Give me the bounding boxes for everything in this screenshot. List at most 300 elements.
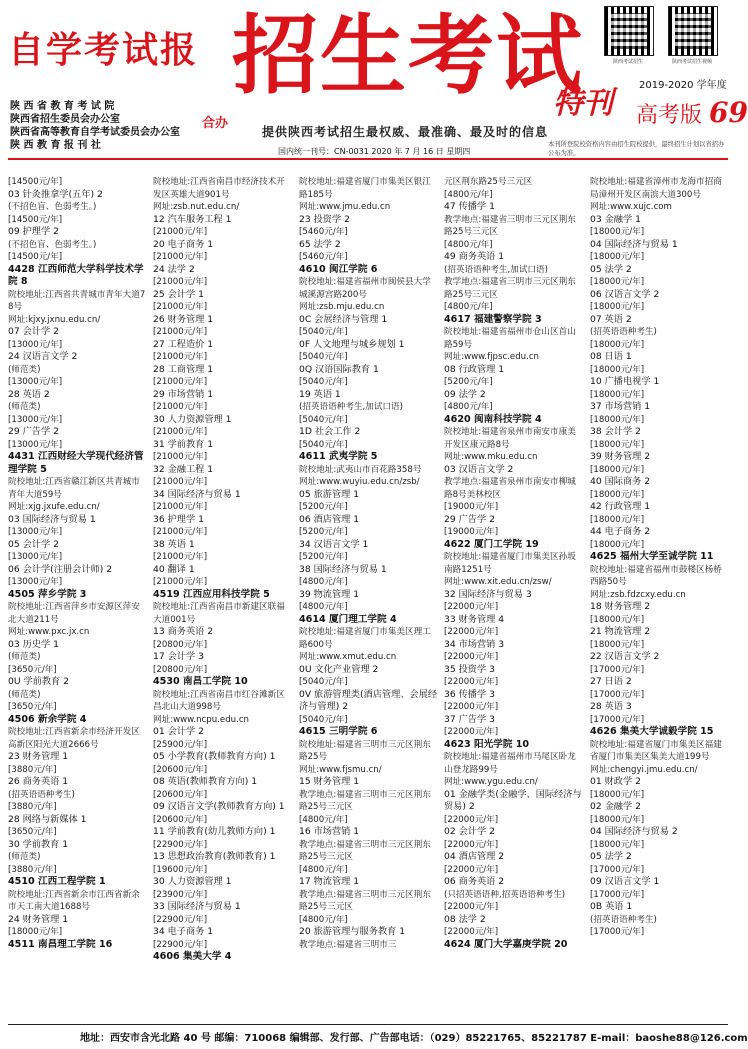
column [590,176,730,1024]
major-entry: 0U 文化产业管理 2 [299,663,379,675]
major-entry: 03 针灸推拿学(五年) 2 [8,188,103,200]
school-info: 院校地址:福建省泉州市南安市康美开发区康元路8号 [444,427,576,450]
qr-code-icon [604,6,654,56]
entry-note: [21000元/年] [153,352,208,362]
column [153,176,293,1024]
major-entry: 12 汽车服务工程 1 [153,213,232,225]
major-entry: 28 网络与新媒体 1 [8,813,87,825]
entry-note: [17000元/年] [590,664,645,675]
entry-note: [22000元/年] [444,814,499,825]
school-heading: 4506 新余学院 4 [8,713,87,725]
major-entry: 07 英语 2 [590,313,632,325]
entry-note: [22000元/年] [444,702,499,712]
school-info: 网址:www.ncpu.edu.cn [153,714,250,725]
major-entry: 21 物流管理 2 [590,626,651,637]
entry-note: [21000元/年] [153,302,208,312]
major-entry: 05 旅游管理 1 [299,488,360,500]
entry-note: [13000元/年] [8,527,63,537]
major-entry: 19 英语 1 [299,388,341,400]
major-entry: 33 国际经济与贸易 1 [153,901,241,912]
major-entry: 20 旅游管理与服务教育 1 [299,926,406,937]
major-entry: 0V 旅游管理类(酒店管理、会展经济与管理) 2 [299,688,438,712]
major-entry: 05 小学教育(教师教育方向) 1 [153,751,276,762]
major-entry: 40 国际商务 2 [590,476,651,487]
entry-note: [5200元/年] [444,377,493,387]
entry-note: [18000元/年] [590,489,645,500]
entry-note: [3650元/年] [8,827,57,837]
major-entry: 09 法学 2 [444,388,486,400]
entry-note: [13000元/年] [8,339,63,350]
entry-note: [22900元/年] [153,939,208,950]
school-heading: 4615 三明学院 6 [299,726,378,737]
major-entry: 06 商务英语 2 [444,876,505,887]
qr-caption: 陕西考试招生 [612,59,643,65]
major-entry: 15 财务管理 1 [299,776,360,787]
entry-note: (只招英语语种,招英语语种考生) [444,889,566,900]
entry-note: [3650元/年] [8,664,57,675]
school-info: 教学地点:福建省三明市三元区荆东路25号三元区 [444,277,576,300]
entry-note: [4800元/年] [299,914,348,925]
entry-note: [18000元/年] [590,539,645,550]
entry-note: [5040元/年] [299,352,348,362]
major-entry: 0U 学前教育 2 [8,676,70,687]
entry-note: [18000元/年] [590,639,645,650]
paper-title: 招生考试 [232,5,584,106]
entry-note: (招英语语种考生,加试口语) [444,264,548,275]
entry-note: [22000元/年] [444,727,499,737]
school-info: 网址:www.ygu.edu.cn/ [444,777,538,787]
school-info: 院校地址:江西省新余市经济开发区高新区阳光大道2666号 [8,727,140,750]
major-entry: 42 行政管理 1 [590,501,651,512]
major-entry: 25 会计学 1 [153,288,204,300]
entry-note: [20600元/年] [153,789,208,800]
entry-note: [13000元/年] [8,414,63,425]
major-entry: 30 人力资源管理 1 [153,413,232,425]
school-info: 网址:www.pxc.jx.cn [8,627,90,637]
major-entry: 09 护理学 2 [8,226,59,237]
entry-note: [5460元/年] [299,252,348,262]
header-divider [8,158,728,160]
entry-note: [21000元/年] [153,402,208,412]
entry-note: (师范类) [8,689,41,700]
school-heading: 4623 阳光学院 10 [444,738,530,750]
column [444,176,584,1024]
school-info: 教学地点:福建省三明市三元区荆东路25号三元区 [444,214,576,237]
school-info: 院校地址:江西省南昌市经济技术开发区英雄大道901号 [153,177,285,200]
entry-note: [22000元/年] [444,927,499,937]
major-entry: 02 会计学 2 [444,826,495,837]
major-entry: 06 酒店管理 1 [299,513,360,525]
school-heading: 4626 集美大学诚毅学院 15 [590,726,714,737]
qr-caption: 陕西考试招生视频 [671,59,712,65]
school-heading: 4428 江西师范大学科学技术学院 8 [8,263,144,287]
school-heading: 4614 厦门理工学院 4 [299,613,397,625]
school-heading: 4622 厦门工学院 19 [444,538,539,550]
major-entry: 39 财务管理 2 [590,451,651,462]
major-entry: 36 护理学 1 [153,513,204,525]
entry-note: [21000元/年] [153,252,208,262]
school-heading: 4510 江西工程学院 1 [8,876,106,887]
entry-note: [21000元/年] [153,502,208,512]
major-entry: 32 金融工程 1 [153,463,214,475]
school-info: 网址:zsb.fdzcxy.edu.cn [590,589,686,600]
school-info: 院校地址:福建省厦门市集美区孙坂南路1251号 [444,552,576,575]
major-entry: 29 广告学 2 [444,513,495,525]
entry-note: [22000元/年] [444,839,499,850]
entry-note: [19600元/年] [153,864,208,875]
entry-note: (招英语语种考生) [590,914,657,925]
major-entry: 22 汉语言文学 2 [590,651,660,662]
major-entry: 08 英语(教师教育方向) 1 [153,776,258,787]
entry-note: [5200元/年] [299,527,348,537]
school-info: 院校地址:江西省萍乡市安源区萍安北大道211号 [8,602,140,625]
school-info: 网址:chengyi.jmu.edu.cn/ [590,764,698,775]
entry-note: [20800元/年] [153,639,208,650]
entry-note: [17000元/年] [590,864,645,875]
school-info: 网址:kjxy.jxnu.edu.cn/ [8,314,101,325]
school-heading: 4617 福建警察学院 3 [444,313,542,325]
school-info: 网址:www.fjpsc.edu.cn [444,352,540,362]
entry-note: (招英语语种考生,加试口语) [299,402,403,412]
school-info: 网址:xjg.jxufe.edu.cn/ [8,502,100,512]
entry-note: [22000元/年] [444,652,499,662]
entry-note: [18000元/年] [590,389,645,400]
entry-note: [22900元/年] [153,839,208,850]
major-entry: 18 财务管理 2 [590,601,651,612]
school-heading: 4530 南昌工学院 10 [153,676,248,687]
entry-note: [14500元/年] [8,177,63,187]
entry-note: [18000元/年] [590,364,645,375]
entry-note: [20600元/年] [153,764,208,775]
entry-note: [5040元/年] [299,327,348,337]
major-entry: 35 投资学 3 [444,663,495,675]
entry-note: [18000元/年] [8,927,63,937]
school-info: 网址:zsb.mju.edu.cn [299,302,385,312]
entry-note: [5040元/年] [299,414,348,425]
major-entry: 34 市场营销 3 [444,638,505,650]
school-info: 网址:www.fjsmu.cn/ [299,764,382,775]
major-entry: 23 投资学 2 [299,213,350,225]
major-entry: 06 汉语言文学 2 [590,288,660,300]
entry-note: [22000元/年] [444,677,499,687]
entry-note: [20600元/年] [153,814,208,825]
major-entry: 24 汉语言文学 2 [8,351,78,362]
entry-note: [21000元/年] [153,227,208,237]
major-entry: 28 英语 2 [8,388,50,400]
major-entry: 24 法学 2 [153,263,195,275]
entry-note: [4800元/年] [444,239,493,250]
masthead [0,0,748,160]
major-entry: 16 市场营销 1 [299,826,360,837]
major-entry: 23 财务管理 1 [8,751,69,762]
edition-label: 高考版 [636,103,703,128]
major-entry: 37 广告学 3 [444,713,495,725]
entry-note: (不招色盲、色弱考生。) [8,202,97,212]
major-entry: 32 国际经济与贸易 3 [444,588,532,600]
major-entry: 03 金融学 1 [590,213,641,225]
major-entry: 04 国际经济与贸易 1 [590,238,678,250]
school-info: 网址:www.jmu.edu.cn [299,202,391,212]
co-host-mark: 合办 [202,116,229,131]
major-entry: 11 学前教育(幼儿教师方向) 1 [153,826,276,837]
school-heading: 4505 萍乡学院 3 [8,588,87,600]
entry-note: (师范类) [8,402,41,412]
major-entry: 20 电子商务 1 [153,238,214,250]
school-info: 院校地址:福建省厦门市集美区福建省厦门市集美区集美大道199号 [590,739,722,762]
major-entry: 1D 社会工作 2 [299,426,361,437]
major-entry: 13 思想政治教育(教师教育) 1 [153,851,276,862]
school-info: 教学地点:福建省泉州市南安市柳城路8号美林校区 [444,477,576,500]
entry-note: [21000元/年] [153,377,208,387]
entry-note: [22900元/年] [153,914,208,925]
entry-note: [18000元/年] [590,614,645,625]
school-info: 院校地址:武夷山市百花路358号 [299,464,422,475]
major-entry: 05 会计学 2 [8,538,59,550]
major-entry: 47 传播学 1 [444,201,495,212]
school-info: 教学地点:福建省三明市三 [299,939,397,950]
major-entry: 0Q 汉语国际教育 1 [299,363,379,375]
school-heading: 4606 集美大学 4 [153,951,232,962]
school-info: 网址:www.xmut.edu.cn [299,652,397,662]
school-info: 元区荆东路25号三元区 [444,177,533,187]
major-entry: 28 英语 3 [590,701,632,712]
major-entry: 26 财务管理 1 [153,313,214,325]
major-entry: 08 日语 1 [590,351,632,362]
entry-note: [18000元/年] [590,277,645,287]
major-entry: 26 商务英语 1 [8,776,69,787]
entry-note: [18000元/年] [590,789,645,800]
footer-contact: 地址：西安市含光北路 40 号 邮编：710068 编辑部、发行部、广告部电话：（029）85221765、85221787 E-mail：baoshe88@126.com [80,1033,748,1044]
edition [636,96,748,129]
school-heading: 4511 南昌理工学院 16 [8,938,113,950]
major-entry: 01 金融学类(金融学、国际经济与贸易) 2 [444,788,582,812]
entry-note: [25900元/年] [153,739,208,750]
major-entry: 27 日语 2 [590,676,632,687]
major-entry: 01 会计学 2 [153,726,204,737]
major-entry: 24 财务管理 1 [8,913,69,925]
enrollment-columns [8,176,728,1024]
entry-note: [21000元/年] [153,527,208,537]
entry-note: [4800元/年] [444,402,493,412]
entry-note: [3650元/年] [8,702,57,712]
entry-note: [18000元/年] [590,227,645,237]
notice: 本刊所登院校资格内容由招生院校提供，最终招生计划以省招办公布为准。 [548,141,725,157]
entry-note: (师范类) [8,652,41,662]
entry-note: [22000元/年] [444,602,499,612]
major-entry: 39 物流管理 1 [299,588,360,600]
school-info: 院校地址:江西省共青城市青年大道78号 [8,289,146,312]
entry-note: [22000元/年] [444,627,499,637]
major-entry: 29 广告学 2 [8,426,59,437]
entry-note: [13000元/年] [8,439,63,450]
school-heading: 4610 闽江学院 6 [299,263,378,275]
entry-note: [18000元/年] [590,464,645,475]
entry-note: [19000元/年] [444,502,499,512]
entry-note: (不招色盲、色弱考生。) [8,239,97,250]
major-entry: 04 国际经济与贸易 2 [590,826,678,837]
entry-note: [4800元/年] [299,602,348,612]
major-entry: 02 金融学 2 [590,801,641,812]
entry-note: [20800元/年] [153,664,208,675]
entry-note: [5040元/年] [299,677,348,687]
school-info: 院校地址:江西省南昌市红谷滩新区昌北山大道998号 [153,689,285,712]
school-info: 院校地址:福建省福州市仓山区首山路59号 [444,327,576,350]
entry-note: [21000元/年] [153,277,208,287]
school-info: 院校地址:福建省漳州市龙海市招商局漳州开发区南滨大道300号 [590,177,722,200]
school-info: 院校地址:福建省厦门市集美区银江路185号 [299,177,431,200]
special-issue-label: 特刊 [553,86,613,121]
entry-note: [5460元/年] [299,227,348,237]
entry-note: [18000元/年] [590,814,645,825]
entry-note: [18000元/年] [590,302,645,312]
organizer: 陕西省招生委员会办公室 [10,114,120,125]
academic-year: 2019-2020 学年度 [639,80,727,91]
school-info: 院校地址:福建省福州市闽侯县大学城溪源宫路200号 [299,277,431,300]
entry-note: [21000元/年] [153,577,208,587]
entry-note: [3880元/年] [8,864,57,875]
major-entry: 17 物流管理 1 [299,876,360,887]
entry-note: [5200元/年] [299,552,348,562]
major-entry: 30 人力资源管理 1 [153,876,232,887]
entry-note: [21000元/年] [153,552,208,562]
slogan: 提供陕西考试招生最权威、最准确、最及时的信息 [262,125,549,139]
qr-code-icon [668,6,718,56]
major-entry: 44 电子商务 2 [590,526,651,537]
major-entry: 03 汉语言文学 2 [444,463,514,475]
major-entry: 06 会计学(注册会计师) 2 [8,563,113,575]
school-info: 网址:www.xujc.com [590,202,672,212]
entry-note: [21000元/年] [153,452,208,462]
entry-note: [21000元/年] [153,477,208,487]
entry-note: [18000元/年] [590,839,645,850]
organizer: 陕 西 省 教 育 考 试 院 [10,101,115,112]
entry-note: [23900元/年] [153,889,208,900]
school-info: 院校地址:福建省福州市马尾区卧龙山登龙路99号 [444,752,576,775]
column [299,176,439,1024]
entry-note: [4800元/年] [444,189,493,200]
entry-note: (招英语语种考生) [590,327,657,337]
major-entry: 10 广播电视学 1 [590,376,660,387]
major-entry: 05 法学 2 [590,263,632,275]
entry-note: [5040元/年] [299,377,348,387]
major-entry: 30 学前教育 1 [8,838,69,850]
major-entry: 38 会计学 2 [590,426,641,437]
school-heading: 4625 福州大学至诚学院 11 [590,551,714,562]
major-entry: 31 学前教育 1 [153,438,214,450]
major-entry: 09 汉语言文学 1 [590,876,660,887]
entry-note: [17000元/年] [590,689,645,700]
entry-note: [22000元/年] [444,902,499,912]
school-info: 网址:www.xit.edu.cn/zsw/ [444,577,552,587]
entry-note: [17000元/年] [590,927,645,937]
school-heading: 4519 江西应用科技学院 5 [153,588,270,600]
entry-note: [17000元/年] [590,714,645,725]
major-entry: 65 法学 2 [299,238,341,250]
school-info: 网址:www.wuyiu.edu.cn/zsb/ [299,477,420,487]
major-entry: 17 会计学 3 [153,651,204,662]
major-entry: 03 国际经济与贸易 1 [8,513,96,525]
school-info: 院校地址:江西省新余市江西省新余市天工南大道1688号 [8,889,140,912]
entry-note: [18000元/年] [590,514,645,525]
major-entry: 0B 英语 1 [590,901,633,912]
entry-note: [5200元/年] [299,502,348,512]
major-entry: 03 历史学 1 [8,638,59,650]
major-entry: 40 翻译 1 [153,563,195,575]
major-entry: 28 工商管理 1 [153,363,214,375]
school-info: 教学地点:福建省三明市三元区荆东路25号三元区 [299,789,431,812]
entry-note: (招英语语种考生) [8,789,75,800]
entry-note: [21000元/年] [153,427,208,437]
organizer: 陕 西 教 育 报 刊 社 [10,140,101,151]
entry-note: [17000元/年] [590,889,645,900]
footer-divider [8,1024,728,1025]
entry-note: [19000元/年] [444,527,499,537]
organizer: 陕西省高等教育自学考试委员会办公室 [10,127,180,138]
issue-meta: 国内统一刊号：CN-0031 2020 年 7 月 16 日 星期四 [278,147,471,156]
major-entry: 36 传播学 3 [444,688,495,700]
major-entry: 13 商务英语 2 [153,626,214,637]
major-entry: 38 英语 1 [153,538,195,550]
entry-note: [3880元/年] [8,802,57,812]
entry-note: [13000元/年] [8,577,63,587]
school-heading: 4624 厦门大学嘉庚学院 20 [444,938,568,950]
school-info: 网址:www.mku.edu.cn [444,452,538,462]
column [8,176,148,1024]
major-entry: 01 财政学 2 [590,776,641,787]
major-entry: 49 商务英语 1 [444,251,505,262]
entry-note: [3880元/年] [8,764,57,775]
entry-note: [13000元/年] [8,552,63,562]
major-entry: 08 行政管理 1 [444,363,505,375]
organizer-list [10,100,180,152]
school-info: 教学地点:福建省三明市三元区荆东路25号三元区 [299,889,431,912]
school-info: 院校地址:福建省福州市鼓楼区杨桥西路50号 [590,564,722,587]
school-info: 网址:zsb.nut.edu.cn/ [153,202,240,212]
school-heading: 4431 江西财经大学现代经济管理学院 5 [8,451,144,475]
entry-note: [18000元/年] [590,439,645,450]
school-info: 院校地址:江西省南昌市新建区联福大道001号 [153,602,285,625]
school-info: 院校地址:福建省厦门市集美区理工路600号 [299,627,431,650]
major-entry: 34 汉语言文学 1 [299,538,369,550]
school-heading: 4620 闽南科技学院 4 [444,413,542,425]
entry-note: [18000元/年] [590,414,645,425]
entry-note: [4800元/年] [444,302,493,312]
major-entry: 0F 人文地理与城乡规划 1 [299,338,405,350]
entry-note: [14500元/年] [8,252,63,262]
entry-note: [18000元/年] [590,252,645,262]
edition-number: 69 [709,96,748,129]
major-entry: 27 工程造价 1 [153,338,214,350]
entry-note: [14500元/年] [8,214,63,225]
entry-note: [5040元/年] [299,439,348,450]
entry-note: [4800元/年] [299,577,348,587]
major-entry: 08 法学 2 [444,913,486,925]
entry-note: [13000元/年] [8,377,63,387]
entry-note: [5040元/年] [299,714,348,725]
entry-note: [22000元/年] [444,864,499,875]
entry-note: [21000元/年] [153,327,208,337]
school-heading: 4611 武夷学院 5 [299,451,378,462]
major-entry: 33 财务管理 4 [444,613,505,625]
major-entry: 37 市场营销 1 [590,401,651,412]
entry-note: [18000元/年] [590,339,645,350]
major-entry: 05 法学 2 [590,851,632,862]
school-info: 院校地址:福建省三明市三元区荆东路25号 [299,739,431,762]
major-entry: 0C 会展经济与管理 1 [299,313,388,325]
school-info: 教学地点:福建省三明市三元区荆东路25号三元区 [299,839,431,862]
paper-name-secondary: 自学考试报 [8,29,199,71]
major-entry: 34 电子商务 1 [153,926,214,937]
